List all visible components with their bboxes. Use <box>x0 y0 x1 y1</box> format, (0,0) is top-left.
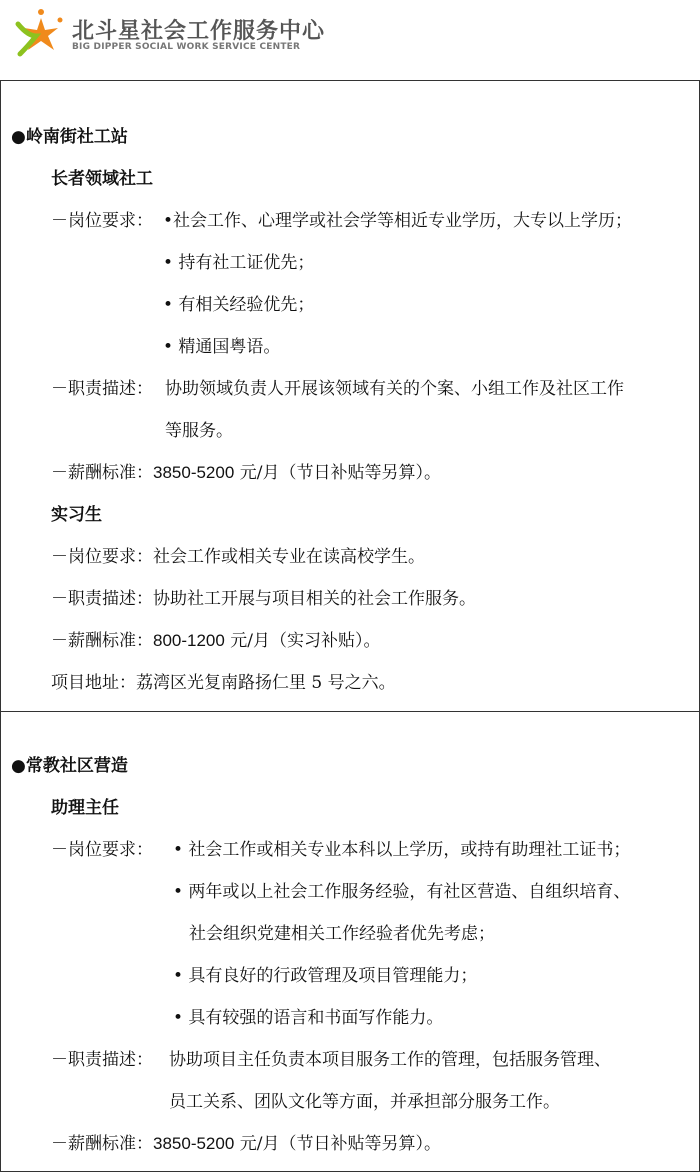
salary-label: －薪酬标准： <box>51 631 153 651</box>
org-name-en: BIG DIPPER SOCIAL WORK SERVICE CENTER <box>72 42 301 52</box>
requirement-item: • 两年或以上社会工作服务经验，有社区营造、自组织培育、 <box>173 882 631 902</box>
duties-text: 等服务。 <box>165 421 233 441</box>
salary-unit: 元/月（实习补贴）。 <box>224 631 381 651</box>
salary-amount: 800-1200 <box>153 631 225 650</box>
salary-label: －薪酬标准： <box>51 1134 153 1154</box>
duties-label: －职责描述： <box>51 589 153 609</box>
big-dipper-logo-icon <box>14 6 68 60</box>
requirement-item-continued: 社会组织党建相关工作经验者优先考虑； <box>189 924 495 944</box>
requirements-row <box>51 545 425 569</box>
role-title: 助理主任 <box>51 798 119 818</box>
salary-unit: 元/月（节日补贴等另算）。 <box>234 463 441 483</box>
requirement-item: • 有相关经验优先； <box>163 295 315 315</box>
requirement-item: • 精通国粤语。 <box>163 337 281 357</box>
salary-unit: 元/月（节日补贴等另算）。 <box>234 1134 441 1154</box>
salary-label: －薪酬标准： <box>51 463 153 483</box>
requirement-item: • 具有良好的行政管理及项目管理能力； <box>173 966 478 986</box>
section-title: ●岭南街社工站 <box>11 127 128 147</box>
duties-label: －职责描述： <box>51 1050 153 1070</box>
project-address: 项目地址：荔湾区光复南路扬仁里 5 号之六。 <box>51 673 396 693</box>
section-changjiao <box>0 710 700 1172</box>
role-title: 长者领域社工 <box>51 169 153 189</box>
section-title: ●常教社区营造 <box>11 756 128 776</box>
requirements-label: －岗位要求： <box>51 840 153 860</box>
header <box>0 0 700 80</box>
salary-row <box>51 629 380 653</box>
section-lingnan <box>0 80 700 712</box>
requirements-label: －岗位要求： <box>51 547 153 567</box>
salary-amount: 3850-5200 <box>153 463 235 482</box>
duties-row <box>51 587 476 611</box>
duties-text: 员工关系、团队文化等方面，并承担部分服务工作。 <box>169 1092 560 1112</box>
requirements-label: －岗位要求： <box>51 211 153 231</box>
duties-label: －职责描述： <box>51 379 153 399</box>
role-title: 实习生 <box>51 505 102 525</box>
salary-row <box>51 1132 441 1156</box>
org-name-cn: 北斗星社会工作服务中心 <box>72 19 326 44</box>
duties-text: 协助社工开展与项目相关的社会工作服务。 <box>153 589 476 609</box>
duties-text: 协助项目主任负责本项目服务工作的管理，包括服务管理、 <box>169 1050 611 1070</box>
salary-amount: 3850-5200 <box>153 1134 235 1153</box>
requirements-text: 社会工作或相关专业在读高校学生。 <box>153 547 425 567</box>
duties-text: 协助领域负责人开展该领域有关的个案、小组工作及社区工作 <box>165 379 624 399</box>
salary-row <box>51 461 441 485</box>
requirement-item: • 持有社工证优先； <box>163 253 315 273</box>
requirement-item: • 社会工作或相关专业本科以上学历，或持有助理社工证书； <box>173 840 631 860</box>
requirement-item: • 具有较强的语言和书面写作能力。 <box>173 1008 444 1028</box>
requirement-item: •社会工作、心理学或社会学等相近专业学历，大专以上学历； <box>163 211 633 231</box>
